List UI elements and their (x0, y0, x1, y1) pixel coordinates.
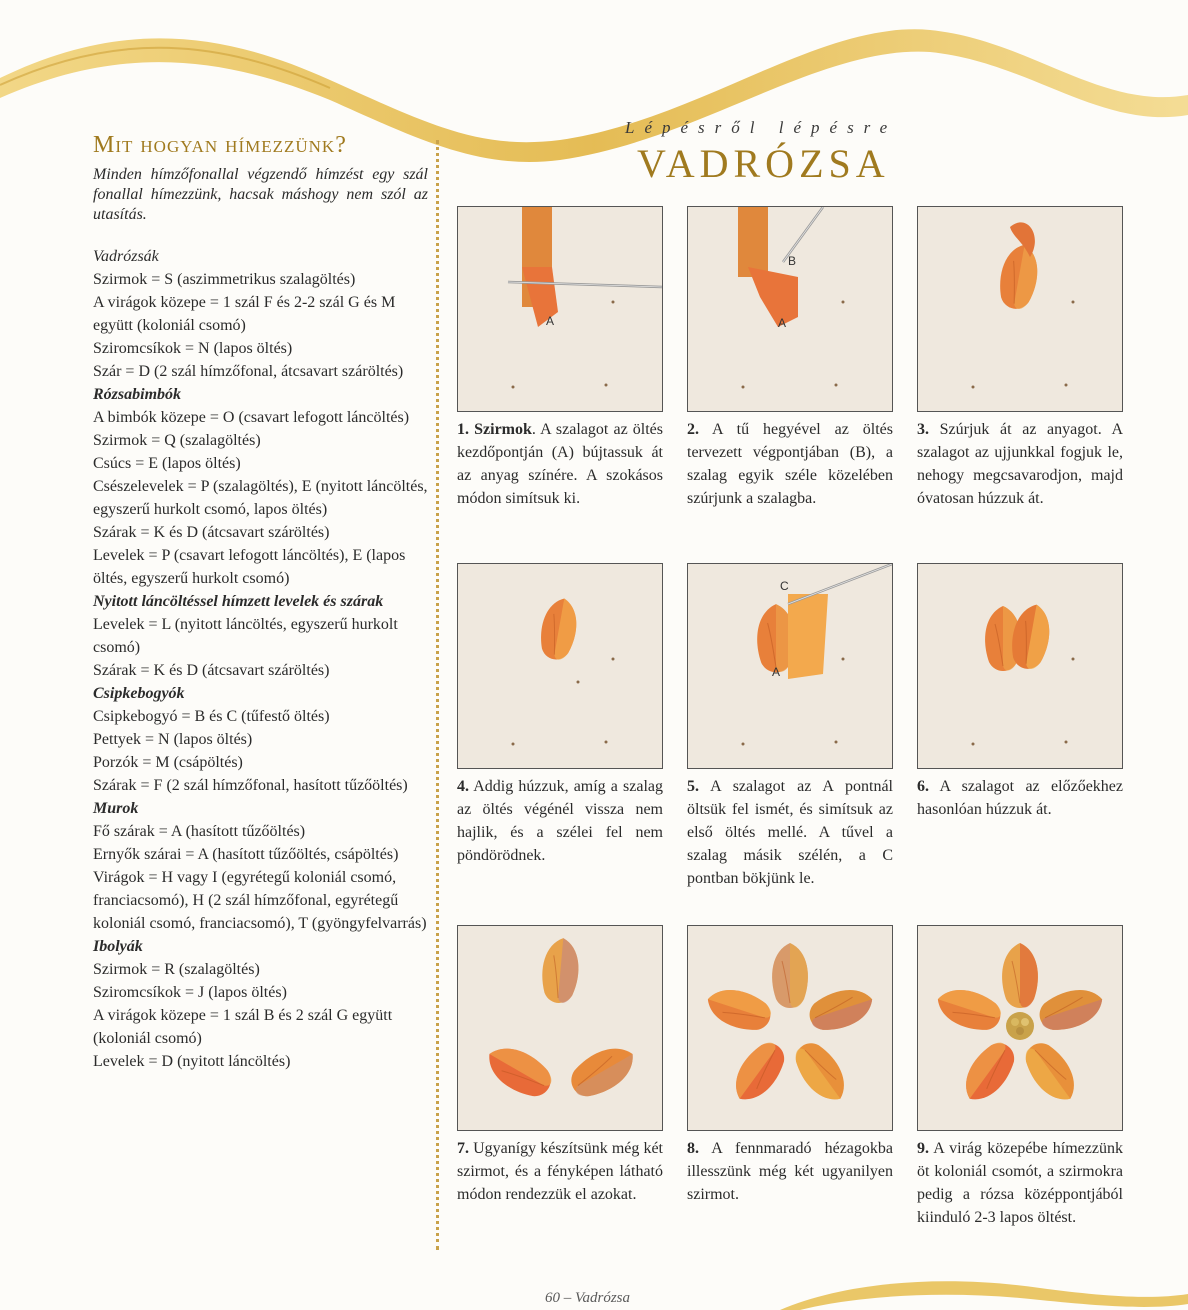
step-caption (687, 1137, 893, 1206)
stitch-item: Szárak = F (2 szál hímzőfonal, hasított tűzőöltés) (93, 777, 408, 794)
step-text: A virág közepébe hímezzünk öt koloniál csomót, a szirmokra pedig a rózsa középpontjából kiinduló 2-3 lapos öltést. (917, 1140, 1123, 1226)
step-text: . A szalagot az öltés kezdőpontján (A) bújtassuk át az anyag színére. A szokásos módon simítsuk ki. (457, 421, 664, 507)
step-photo (687, 206, 893, 412)
step-photo (457, 206, 663, 412)
step-photo (687, 563, 893, 769)
stitch-item: Szárak = K és D (átcsavart száröltés) (93, 662, 330, 679)
step-text: A szalagot az előzőekhez hasonlóan húzzuk át. (917, 778, 1123, 818)
step-number: 2. (687, 421, 699, 438)
step-number: 5. (687, 778, 699, 795)
step-card (687, 206, 893, 510)
step-caption (687, 775, 893, 890)
step-text: A fennmaradó hézagokba illesszünk még két ugyanilyen szirmot. (687, 1140, 893, 1203)
step-caption (687, 418, 893, 510)
section-heading: Mit hogyan hímezzünk? (93, 132, 347, 158)
step-caption (457, 775, 663, 867)
section-title: Csipkebogyók (93, 685, 185, 702)
step-text: Szúrjuk át az anyagot. A szalagot az ujjunkkal fogjuk le, nehogy megcsavarodjon, majd óvatosan húzzuk át. (917, 421, 1124, 507)
step-card (457, 563, 663, 867)
dotted-divider (436, 140, 439, 1250)
section-title: Rózsabimbók (93, 386, 182, 403)
svg-text:A: A (546, 314, 555, 328)
section-title: Vadrózsák (93, 248, 159, 265)
step-card (687, 925, 893, 1206)
step-caption (917, 418, 1123, 510)
step-photo (917, 563, 1123, 769)
section-title: Murok (93, 800, 139, 817)
section-title: Nyitott láncöltéssel hímzett levelek és szárak (93, 593, 384, 610)
stitch-item: Csipkebogyó = B és C (tűfestő öltés) (93, 708, 330, 725)
stitch-item: Levelek = D (nyitott láncöltés) (93, 1053, 291, 1070)
step-text: Addig húzzuk, amíg a szalag az öltés végénél vissza nem hajlik, és a szélei fel nem pöndörödnek. (457, 778, 663, 864)
step-card (457, 925, 663, 1206)
step-number: 7. (457, 1140, 469, 1157)
stitch-item: Szirmok = Q (szalagöltés) (93, 432, 261, 449)
stitch-item: Levelek = L (nyitott láncöltés, egyszerű hurkolt csomó) (93, 616, 398, 656)
stitch-item: Szárak = K és D (átcsavart száröltés) (93, 524, 330, 541)
svg-text:A: A (778, 316, 787, 330)
stitch-item: Szár = D (2 szál hímzőfonal, átcsavart száröltés) (93, 363, 404, 380)
step-number: 1. (457, 421, 469, 438)
step-card (917, 206, 1123, 510)
stitch-item: Csúcs = E (lapos öltés) (93, 455, 241, 472)
step-caption (457, 1137, 663, 1206)
svg-text:A: A (772, 665, 781, 679)
step-text: Ugyanígy készítsünk még két szirmot, és a fényképen látható módon rendezzük el azokat. (457, 1140, 663, 1203)
step-card (917, 925, 1123, 1229)
step-card (687, 563, 893, 890)
stitch-item: Porzók = M (csápöltés) (93, 754, 243, 771)
stitch-item: Ernyők szárai = A (hasított tűzőöltés, csápöltés) (93, 846, 399, 863)
step-text: A szalagot az A pontnál öltsük fel ismét, és simítsuk az első öltés mellé. A tűvel a szalag másik szélén, a C pontban bökjünk le. (687, 778, 893, 887)
stitch-item: Virágok = H vagy I (egyrétegű koloniál csomó, franciacsomó), H (2 szál hímzőfonal, egyrétegű koloniál csomó, franciacsomó), T (gyöngyfelvarrás) (93, 869, 427, 932)
step-photo (457, 563, 663, 769)
page-footer: 60 – Vadrózsa (545, 1290, 631, 1306)
step-caption (917, 1137, 1123, 1229)
step-number: 9. (917, 1140, 929, 1157)
svg-text:B: B (788, 254, 797, 268)
step-photo (917, 925, 1123, 1131)
stitch-sections (93, 245, 428, 1073)
stitch-item: Szirmok = R (szalagöltés) (93, 961, 260, 978)
stitch-guide-column (93, 132, 428, 1073)
stitch-item: A virágok közepe = 1 szál F és 2-2 szál G és M együtt (koloniál csomó) (93, 294, 396, 334)
step-card (457, 206, 663, 510)
step-number: 3. (917, 421, 929, 438)
stitch-item: Levelek = P (csavart lefogott láncöltés), E (lapos öltés, egyszerű hurkolt csomó) (93, 547, 406, 587)
stitch-item: Fő szárak = A (hasított tűzőöltés) (93, 823, 306, 840)
stitch-item: Sziromcsíkok = J (lapos öltés) (93, 984, 287, 1001)
step-caption (917, 775, 1123, 821)
svg-text:C: C (780, 579, 789, 593)
step-number: 8. (687, 1140, 699, 1157)
section-title: Ibolyák (93, 938, 143, 955)
step-text: A tű hegyével az öltés tervezett végpontjában (B), a szalag egyik széle közelében szúrjunk a szalagba. (687, 421, 893, 507)
step-card (917, 563, 1123, 821)
stitch-item: Szirmok = S (aszimmetrikus szalagöltés) (93, 271, 356, 288)
page-title: VADRÓZSA (637, 141, 890, 186)
intro-text: Minden hímzőfonallal végzendő hímzést egy szál fonallal hímezzünk, hacsak máshogy nem szól az utasítás. (93, 166, 428, 223)
step-photo (457, 925, 663, 1131)
step-photo (687, 925, 893, 1131)
step-keyword: Szirmok (474, 421, 532, 438)
step-caption (457, 418, 663, 510)
stitch-item: A virágok közepe = 1 szál B és 2 szál G együtt (koloniál csomó) (93, 1007, 393, 1047)
step-number: 6. (917, 778, 929, 795)
stitch-item: Pettyek = N (lapos öltés) (93, 731, 253, 748)
stitch-item: A bimbók közepe = O (csavart lefogott láncöltés) (93, 409, 410, 426)
series-label: Lépésről lépésre (625, 118, 898, 137)
step-number: 4. (457, 778, 469, 795)
step-photo (917, 206, 1123, 412)
stitch-item: Sziromcsíkok = N (lapos öltés) (93, 340, 293, 357)
stitch-item: Csészelevelek = P (szalagöltés), E (nyitott láncöltés, egyszerű hurkolt csomó, lapos öltés) (93, 478, 428, 518)
